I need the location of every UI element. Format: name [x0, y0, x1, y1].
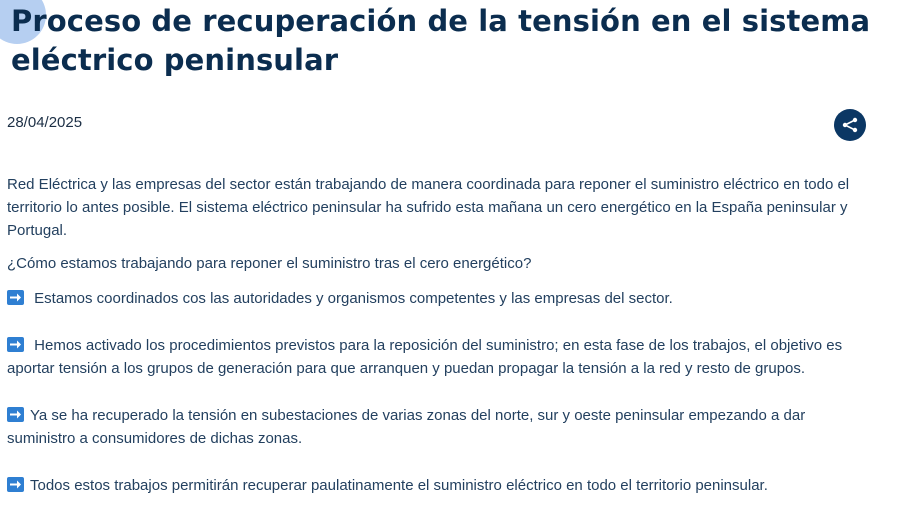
bullet-text: Estamos coordinados cos las autoridades y organismos competentes y las empresas del sector. — [30, 290, 673, 307]
right-arrow-icon — [7, 477, 24, 492]
bullet-item — [7, 334, 867, 380]
bullet-item — [7, 287, 867, 310]
bullet-item — [7, 404, 867, 450]
right-arrow-icon — [7, 337, 24, 352]
question-paragraph: ¿Cómo estamos trabajando para reponer el suministro tras el cero energético? — [7, 255, 532, 272]
page-title: Proceso de recuperación de la tensión en el sistema eléctrico peninsular — [11, 4, 871, 77]
right-arrow-icon — [7, 407, 24, 422]
bullet-text: Ya se ha recuperado la tensión en subestaciones de varias zonas del norte, sur y oeste peninsular empezando a dar suministro a consumidores de dichas zonas. — [7, 407, 806, 447]
bullet-text: Hemos activado los procedimientos previstos para la reposición del suministro; en esta fase de los trabajos, el objetivo es aportar tensión a los grupos de generación para que arranquen y puedan propagar la tensión a la red y resto de grupos. — [7, 337, 843, 377]
article-body — [7, 173, 867, 521]
bullet-text: Todos estos trabajos permitirán recuperar paulatinamente el suministro eléctrico en todo el territorio peninsular. — [30, 477, 768, 494]
share-icon — [841, 116, 859, 134]
intro-paragraph: Red Eléctrica y las empresas del sector están trabajando de manera coordinada para reponer el suministro eléctrico en todo el territorio lo antes posible. El sistema eléctrico peninsular ha sufrido esta mañana un cero energético en la España peninsular y Portugal. — [7, 176, 850, 239]
share-button[interactable] — [834, 109, 866, 141]
right-arrow-icon — [7, 290, 24, 305]
publish-date: 28/04/2025 — [7, 114, 83, 131]
bullet-item — [7, 474, 867, 497]
